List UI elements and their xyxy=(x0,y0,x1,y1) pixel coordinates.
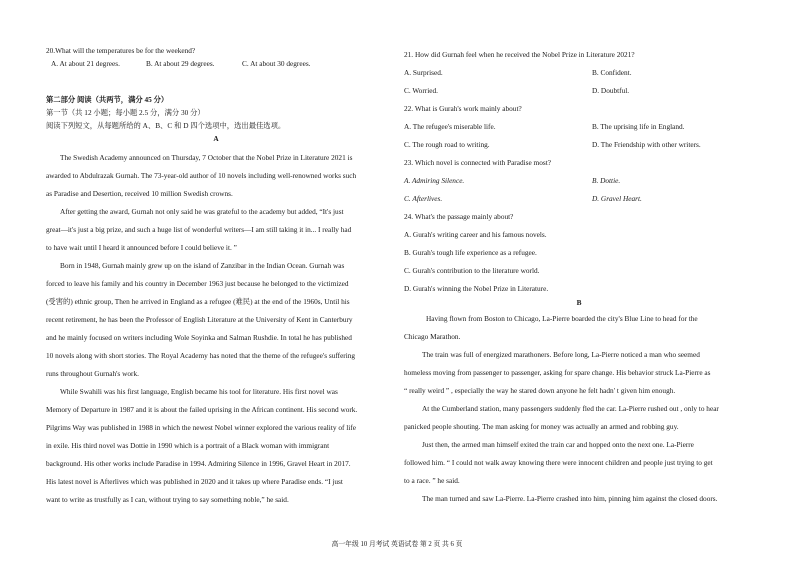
passage-b-line: The train was full of energized marathoners. Before long, La-Pierre noticed a man who seemed xyxy=(422,350,700,359)
passage-b-line: panicked people shouting. The man asking for money was actually an armed and robbing guy. xyxy=(404,422,679,431)
q23-option-b: B. Dottie. xyxy=(592,176,621,185)
passage-a-line: Memory of Departure in 1987 and it is about the failed uprising in the African continent. His second work. xyxy=(46,405,358,414)
q24-option-b: B. Gurah's tough life experience as a refugee. xyxy=(404,248,537,257)
passage-b-line: At the Cumberland station, many passengers suddenly fled the car. La-Pierre rushed out , only to hear xyxy=(422,404,719,413)
passage-a-line: (受害的) ethnic group, Then he arrived in England as a refugee (难民) at the end of the 1960s, Until his xyxy=(46,297,350,306)
q21-option-b: B. Confident. xyxy=(592,68,632,77)
q21-option-d: D. Doubtful. xyxy=(592,86,630,95)
q20-option-c: C. At about 30 degrees. xyxy=(242,59,311,68)
passage-a-line: background. His other works include Paradise in 1994. Admiring Silence in 1996, Gravel Heart in 2017. xyxy=(46,459,351,468)
passage-a-line: and he mainly focused on writers including Wole Soyinka and Salman Rushdie. In total he has published xyxy=(46,333,352,342)
q20-option-a: A. At about 21 degrees. xyxy=(51,59,120,68)
q21-option-c: C. Worried. xyxy=(404,86,438,95)
q20-option-b: B. At about 29 degrees. xyxy=(146,59,215,68)
question-21-stem: 21. How did Gurnah feel when he received the Nobel Prize in Literature 2021? xyxy=(404,50,635,59)
q22-option-a: A. The refugee's miserable life. xyxy=(404,122,496,131)
q24-option-a: A. Gurah's writing career and his famous novels. xyxy=(404,230,547,239)
passage-a-line: Pilgrims Way was published in 1988 in which the newest Nobel winner explored the various reality of life xyxy=(46,423,356,432)
passage-a-line: 10 novels along with short stories. The Royal Academy has noted that the theme of the refugee's suffering xyxy=(46,351,356,360)
q22-option-c: C. The rough road to writing. xyxy=(404,140,490,149)
part2-title: 第二部分 阅读（共两节，满分 45 分） xyxy=(46,95,169,104)
passage-b-line: followed him. “ I could not walk away knowing there were innocent children and people just trying to get xyxy=(404,458,713,467)
q21-option-a: A. Surprised. xyxy=(404,68,443,77)
passage-a-line: as Paradise and Desertion, received 10 million Swedish crowns. xyxy=(46,189,233,198)
passage-a-line: After getting the award, Gurnah not only said he was grateful to the academy but added, “It's just xyxy=(60,207,344,216)
passage-a-line: While Swahili was his first language, English became his tool for literature. His first novel was xyxy=(60,387,338,396)
passage-a-line: great—it's just a big prize, and such a huge list of wonderful writers—I am still taking it in... I really had xyxy=(46,225,352,234)
q23-option-d: D. Gravel Heart. xyxy=(592,194,642,203)
question-22-stem: 22. What is Gurah's work mainly about? xyxy=(404,104,522,113)
passage-a-line: forced to leave his family and his country in December 1963 just because he belonged to the victimized xyxy=(46,279,349,288)
passage-a-line: awarded to Abdulrazak Gurnah. The 73-year-old author of 10 novels including well-renowned works such xyxy=(46,171,357,180)
passage-a-line: to have wait until I heard it announced before I could believe it. ” xyxy=(46,243,237,252)
passage-a-line: recent retirement, he has been the Professor of English Literature at the University of Kent in Canterbury xyxy=(46,315,353,324)
q22-option-b: B. The uprising life in England. xyxy=(592,122,685,131)
passage-b-label: B xyxy=(576,298,582,307)
passage-a-label: A xyxy=(213,134,219,143)
question-24-stem: 24. What's the passage mainly about? xyxy=(404,212,514,221)
q24-option-c: C. Gurah's contribution to the literature world. xyxy=(404,266,540,275)
instructions: 阅读下列短文，从每题所给的 A、B、C 和 D 四个选项中，选出最佳选项。 xyxy=(46,121,286,130)
passage-b-line: Just then, the armed man himself exited the train car and hopped onto the next one. La-Pierre xyxy=(422,440,694,449)
passage-a-line: His latest novel is Afterlives which was published in 2020 and it takes up where Paradise ends. “I just xyxy=(46,477,343,486)
q24-option-d: D. Gurah's winning the Nobel Prize in Literature. xyxy=(404,284,549,293)
q23-option-c: C. Afterlives. xyxy=(404,194,443,203)
question-20-stem: 20.What will the temperatures be for the weekend? xyxy=(46,46,196,55)
passage-b-line: Chicago Marathon. xyxy=(404,332,461,341)
passage-b-line: The man turned and saw La-Pierre. La-Pierre crashed into him, pinning him against the closed doors. xyxy=(422,494,718,503)
passage-b-line: homeless moving from passenger to passenger, asking for spare change. His behavior struck La-Pierre as xyxy=(404,368,711,377)
page-footer: 高一年级 10 月考试 英语试卷 第 2 页 共 6 页 xyxy=(331,541,463,548)
passage-a-line: in exile. His third novel was Dottie in 1990 which is a portrait of a Black woman with immigrant xyxy=(46,441,330,450)
passage-b-line: to a race. ” he said. xyxy=(404,476,460,485)
passage-b-line: “ really weird ” , especially the way he stared down anyone he felt hadn' t given him enough. xyxy=(404,386,676,395)
question-23-stem: 23. Which novel is connected with Paradise most? xyxy=(404,158,551,167)
passage-a-line: runs throughout Gurnah's work. xyxy=(46,369,139,378)
section1-title: 第一节（共 12 小题；每小题 2.5 分，满分 30 分） xyxy=(46,108,205,117)
passage-a-line: Born in 1948, Gurnah mainly grew up on the island of Zanzibar in the Indian Ocean. Gurnah was xyxy=(60,261,345,270)
q22-option-d: D. The Friendship with other writers. xyxy=(592,140,701,149)
passage-a-line: The Swedish Academy announced on Thursday, 7 October that the Nobel Prize in Literature 2021 is xyxy=(60,153,353,162)
passage-a-line: want to write as trustfully as I can, without trying to say something noble,” he said. xyxy=(46,495,289,504)
q23-option-a: A. Admiring Silence. xyxy=(404,176,465,185)
passage-b-line: Having flown from Boston to Chicago, La-Pierre boarded the city's Blue Line to head for the xyxy=(426,314,698,323)
